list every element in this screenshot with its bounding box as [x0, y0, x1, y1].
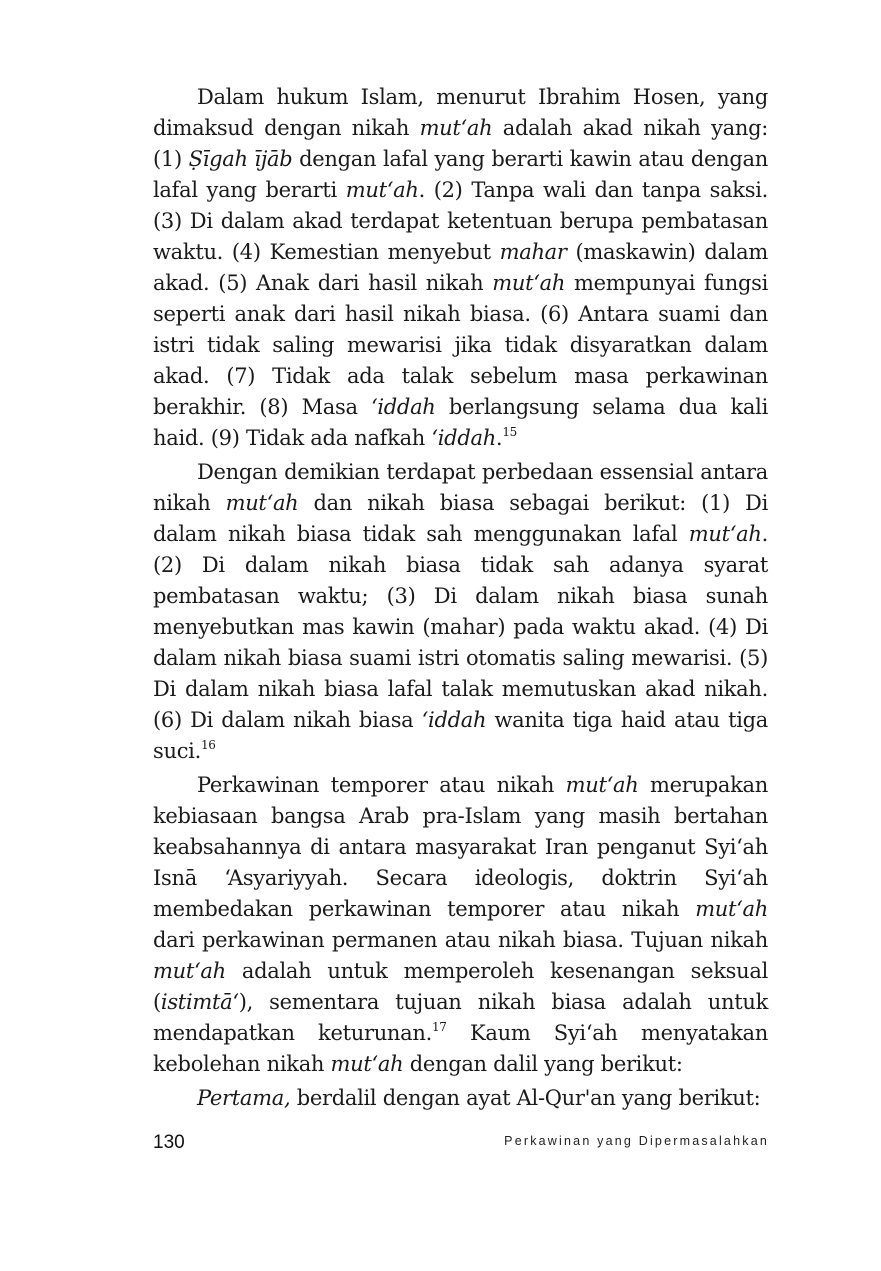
text: Perkawinan temporer atau nikah [197, 773, 566, 797]
text: dan nikah biasa sebagai berikut: (1) Di dalam nikah biasa tidak sah menggunakan lafal [153, 491, 768, 546]
italic-term: Ṣīgah ījāb [188, 147, 293, 171]
text: adalah akad nikah yang: (1) [153, 116, 768, 171]
footnote-marker: 15 [502, 425, 517, 439]
text: Dengan demikian terdapat perbedaan essensial antara nikah [153, 460, 768, 515]
page-number: 130 [153, 1132, 185, 1153]
italic-term: mut‘ah [345, 178, 419, 202]
text: . (2) Di dalam nikah biasa tidak sah adanya syarat pembatasan waktu; (3) Di dalam nikah biasa sunah menyebutkan mas kawin (mahar) pada waktu akad. (4) Di dalam nikah biasa suami istri otomatis saling mewarisi. (5) Di dalam nikah biasa lafal talak memutuskan akad nikah. (6) Di dalam nikah biasa [153, 522, 768, 732]
body-text [153, 82, 768, 1117]
text: . (2) Tanpa wali dan tanpa saksi. (3) Di dalam akad terdapat ketentuan berupa pembatasan waktu. (4) Kemestian menyebut [153, 178, 769, 264]
text: dengan dalil yang berikut: [403, 1052, 683, 1076]
italic-term: mahar [499, 240, 567, 264]
text: merupakan kebiasaan bangsa Arab pra-Islam yang masih bertahan keabsahannya di antara masyarakat Iran penganut Syi‘ah Isnā ‘Asyariyyah. Secara ideologis, doktrin Syi‘ah membedakan perkawinan temporer atau nikah [153, 773, 768, 921]
italic-term: mut‘ah [153, 959, 226, 983]
italic-term: mut‘ah [419, 116, 493, 140]
text: (maskawin) dalam akad. (5) Anak dari hasil nikah [153, 240, 768, 295]
italic-term: Pertama, [197, 1086, 291, 1110]
italic-term: mut‘ah [565, 773, 639, 797]
text: ), sementara tujuan nikah biasa adalah untuk mendapatkan keturunan. [153, 990, 768, 1045]
footnote-marker: 17 [431, 1020, 447, 1034]
italic-term: mut‘ah [492, 271, 566, 295]
italic-term: mut‘ah [330, 1052, 404, 1076]
footnote-marker: 16 [200, 738, 216, 752]
text: berdalil dengan ayat Al-Qur'an yang berikut: [290, 1086, 761, 1110]
text: Dalam hukum Islam, menurut Ibrahim Hosen, yang dimaksud dengan nikah [153, 85, 768, 140]
italic-term: istimtā‘ [160, 990, 239, 1014]
text: berlangsung selama dua kali haid. (9) Tidak ada nafkah [153, 395, 768, 450]
paragraph-2 [153, 457, 768, 767]
text: dengan lafal yang berarti kawin atau dengan lafal yang berarti [153, 147, 768, 202]
text: Kaum Syi‘ah menyatakan kebolehan nikah [153, 1021, 768, 1076]
italic-term: mut‘ah [695, 897, 768, 921]
running-title: Perkawinan yang Dipermasalahkan [504, 1134, 769, 1148]
text: adalah untuk memperoleh kesenangan seksual ( [153, 959, 768, 1014]
text: dari perkawinan permanen atau nikah biasa. Tujuan nikah [153, 928, 768, 952]
paragraph-4 [153, 1083, 768, 1114]
italic-term: ‘iddah [431, 426, 496, 450]
paragraph-3 [153, 770, 768, 1080]
text: wanita tiga haid atau tiga suci. [153, 708, 769, 763]
text: mempunyai fungsi seperti anak dari hasil nikah biasa. (6) Antara suami dan istri tidak saling mewarisi jika tidak disyaratkan dalam akad. (7) Tidak ada talak sebelum masa perkawinan berakhir. (8) Masa [153, 271, 768, 419]
italic-term: ‘iddah [421, 708, 487, 732]
italic-term: mut‘ah [688, 522, 762, 546]
italic-term: mut‘ah [225, 491, 299, 515]
paragraph-1 [153, 82, 768, 454]
text: . [495, 426, 503, 450]
italic-term: ‘iddah [371, 395, 436, 419]
